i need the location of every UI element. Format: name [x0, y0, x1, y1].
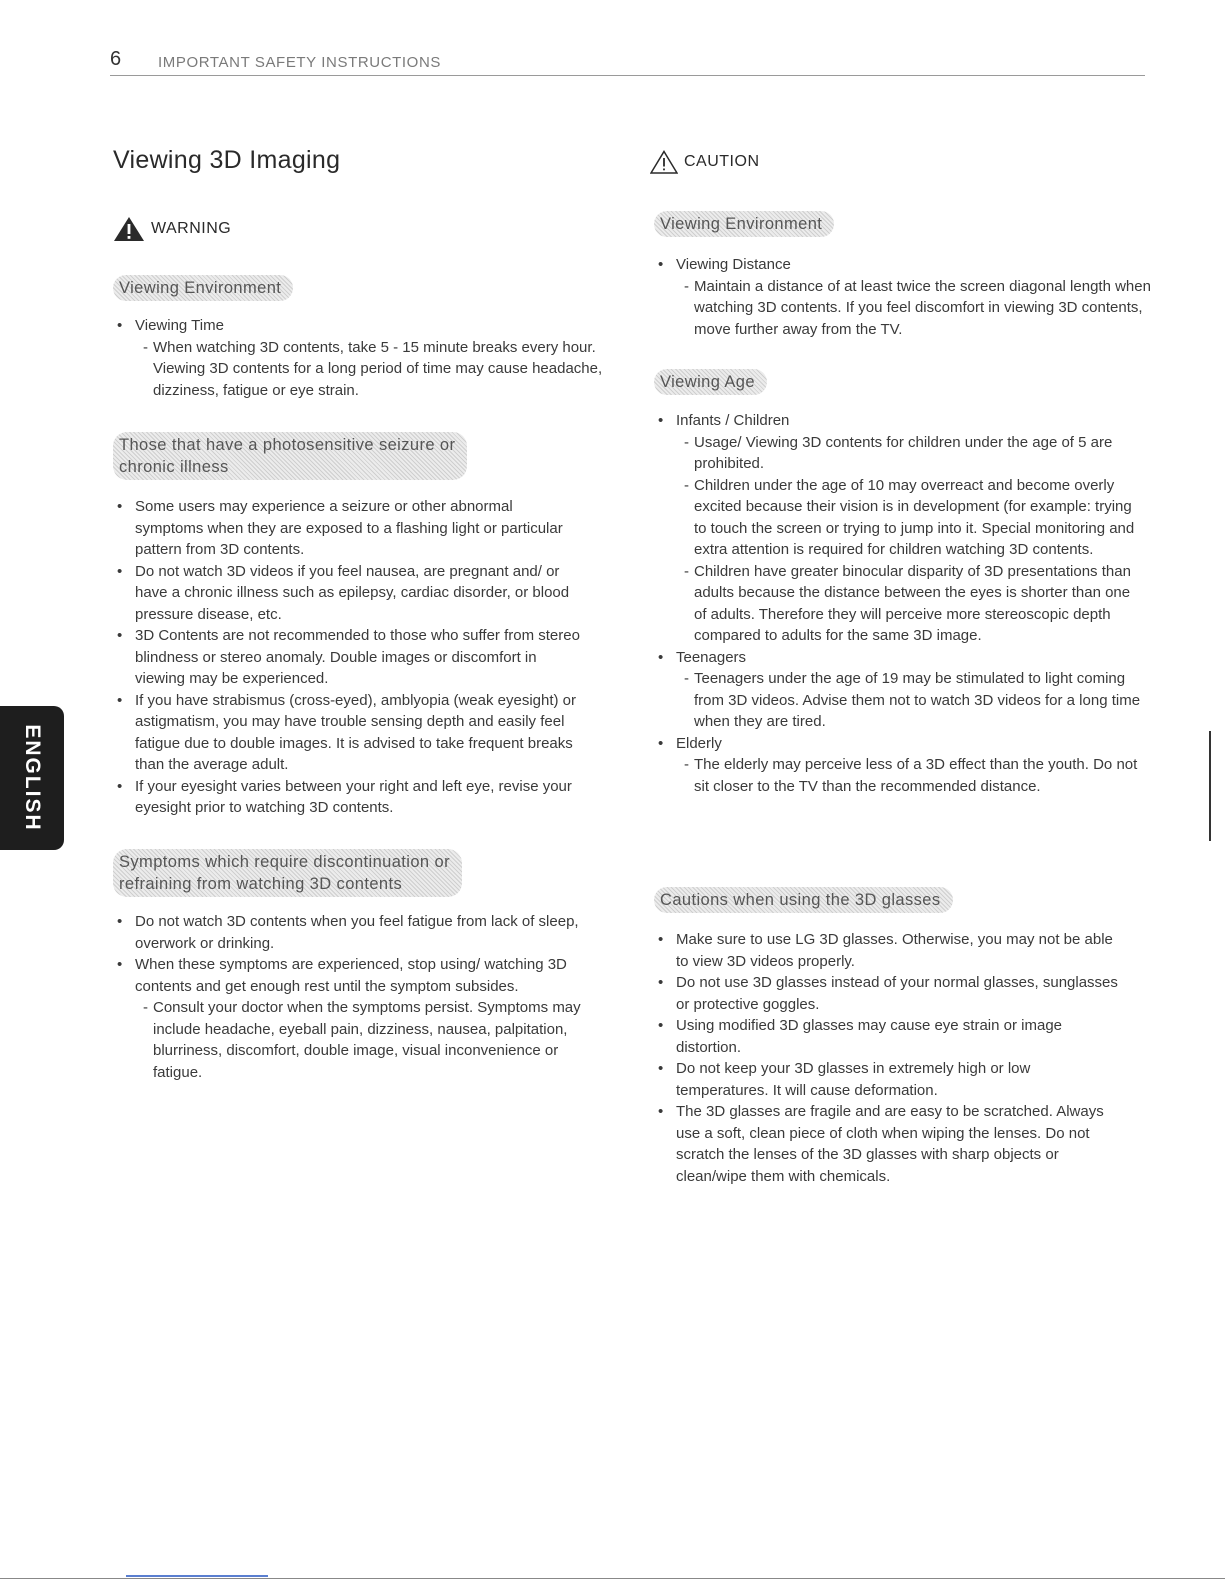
warning-label-text: WARNING — [151, 220, 232, 237]
language-tab-label: ENGLISH — [21, 724, 44, 832]
warning-label — [113, 216, 231, 242]
bullet-item: • Do not watch 3D contents when you feel fatigue from lack of sleep, overwork or drinking. — [113, 911, 593, 954]
subheading-symptoms — [113, 849, 462, 897]
bullet-item: • Using modified 3D glasses may cause eye strain or image distortion. — [654, 1015, 1124, 1058]
bullet-item: • 3D Contents are not recommended to those who suffer from stereo blindness or stereo anomaly. Double images or discomfort in viewing may be experienced. — [113, 625, 583, 690]
language-tab — [0, 706, 64, 850]
dash-item: - Teenagers under the age of 19 may be stimulated to light coming from 3D videos. Advise them not to watch 3D videos for a long time when they are tired. — [654, 668, 1144, 733]
scan-edge-line — [1209, 731, 1211, 841]
subheading-viewing-environment-right: Viewing Environment — [654, 211, 834, 237]
bullet-item: • Viewing Time — [113, 315, 608, 337]
bullet-item: • When these symptoms are experienced, stop using/ watching 3D contents and get enough rest until the symptom subsides. — [113, 954, 593, 997]
warning-icon — [113, 216, 145, 242]
bullet-item: • Viewing Distance — [654, 254, 1154, 276]
page-header — [110, 48, 1145, 76]
bullet-item: • Do not use 3D glasses instead of your normal glasses, sunglasses or protective goggles. — [654, 972, 1124, 1015]
bullet-item: • Teenagers — [654, 647, 1144, 669]
caution-label — [650, 150, 760, 174]
subheading-line: Those that have a photosensitive seizure or — [119, 436, 456, 454]
section-title: Viewing 3D Imaging — [113, 146, 341, 174]
subheading-3d-glasses: Cautions when using the 3D glasses — [654, 887, 953, 913]
caution-label-text: CAUTION — [684, 153, 760, 170]
dash-item: - Usage/ Viewing 3D contents for children under the age of 5 are prohibited. — [654, 432, 1144, 475]
subheading-line: chronic illness — [119, 458, 229, 476]
dash-item: - Children under the age of 10 may overreact and become overly excited because their vision is in development (for example: trying to touch the screen or trying to jump into it. Special monitoring and extra attention is required for children watching 3D contents. — [654, 475, 1144, 561]
dash-item: - The elderly may perceive less of a 3D effect than the youth. Do not sit closer to the TV than the recommended distance. — [654, 754, 1144, 797]
bullet-item: • If you have strabismus (cross-eyed), amblyopia (weak eyesight) or astigmatism, you may have trouble sensing depth and easily feel fatigue due to double images. It is advised to take frequent breaks than the average adult. — [113, 690, 583, 776]
viewing-distance-block — [654, 254, 1154, 340]
subheading-viewing-environment: Viewing Environment — [113, 275, 293, 301]
bottom-mark — [126, 1575, 268, 1577]
subheading-viewing-age: Viewing Age — [654, 369, 767, 395]
caution-icon — [650, 150, 678, 174]
bullet-item: • Some users may experience a seizure or other abnormal symptoms when they are exposed to a flashing light or particular pattern from 3D contents. — [113, 496, 583, 561]
symptoms-block — [113, 911, 593, 1083]
bullet-item: • Make sure to use LG 3D glasses. Otherwise, you may not be able to view 3D videos properly. — [654, 929, 1124, 972]
bottom-rule — [0, 1578, 1225, 1579]
viewing-age-block — [654, 410, 1144, 797]
subheading-photosensitive — [113, 432, 467, 480]
header-title: IMPORTANT SAFETY INSTRUCTIONS — [158, 54, 441, 71]
bullet-item: • Infants / Children — [654, 410, 1144, 432]
glasses-block — [654, 929, 1124, 1187]
subheading-line: refraining from watching 3D contents — [119, 875, 403, 893]
bullet-item: • If your eyesight varies between your right and left eye, revise your eyesight prior to watching 3D contents. — [113, 776, 583, 819]
dash-item: - Maintain a distance of at least twice the screen diagonal length when watching 3D contents. If you feel discomfort in viewing 3D contents, move further away from the TV. — [654, 276, 1154, 341]
page-number: 6 — [110, 48, 122, 70]
dash-item: - When watching 3D contents, take 5 - 15 minute breaks every hour. Viewing 3D contents for a long period of time may cause headache, dizziness, fatigue or eye strain. — [113, 337, 608, 402]
subheading-line: Symptoms which require discontinuation or — [119, 853, 450, 871]
bullet-item: • Elderly — [654, 733, 1144, 755]
bullet-item: • The 3D glasses are fragile and are easy to be scratched. Always use a soft, clean piece of cloth when wiping the lenses. Do not scratch the lenses of the 3D glasses with sharp objects or clean/wipe them with chemicals. — [654, 1101, 1124, 1187]
dash-item: - Children have greater binocular disparity of 3D presentations than adults because the distance between the eyes is shorter than one of adults. Therefore they will perceive more stereoscopic depth compared to adults for the same 3D image. — [654, 561, 1144, 647]
dash-item: - Consult your doctor when the symptoms persist. Symptoms may include headache, eyeball pain, dizziness, nausea, palpitation, blurriness, discomfort, double image, visual inconvenience or fatigue. — [113, 997, 593, 1083]
viewing-time-block — [113, 315, 608, 401]
photosensitive-block — [113, 496, 583, 819]
bullet-item: • Do not watch 3D videos if you feel nausea, are pregnant and/ or have a chronic illness such as epilepsy, cardiac disorder, or blood pressure disease, etc. — [113, 561, 583, 626]
bullet-item: • Do not keep your 3D glasses in extremely high or low temperatures. It will cause deformation. — [654, 1058, 1124, 1101]
